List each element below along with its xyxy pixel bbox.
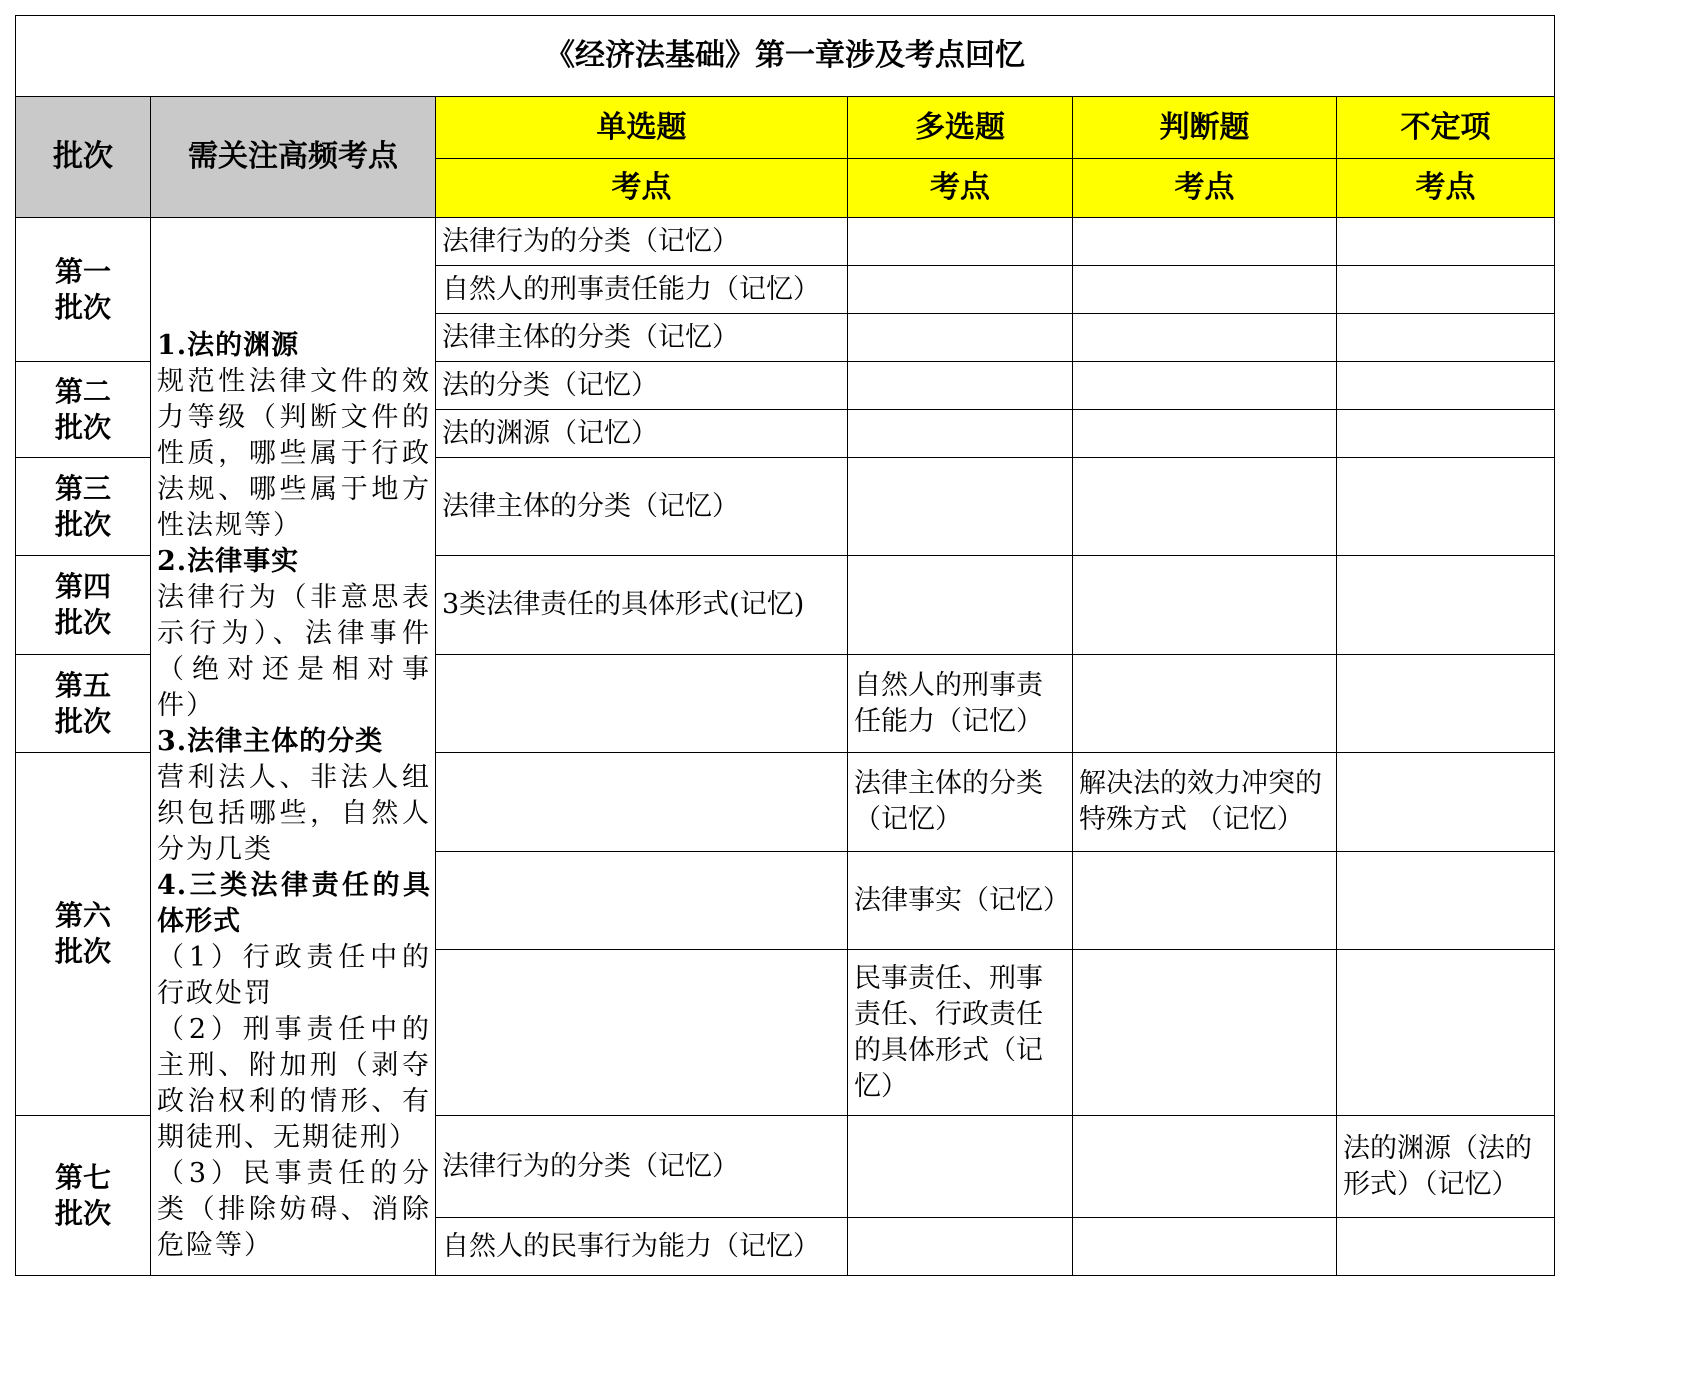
- multiple-choice-cell: 民事责任、刑事责任、行政责任的具体形式（记忆）: [848, 950, 1073, 1116]
- indefinite-cell: [1337, 410, 1555, 458]
- subheader-points: 考点: [1337, 159, 1555, 218]
- indefinite-cell: [1337, 218, 1555, 266]
- multiple-choice-cell: 自然人的刑事责任能力（记忆）: [848, 655, 1073, 753]
- batch-label-3: 第三 批次: [16, 458, 151, 556]
- single-choice-cell: [436, 950, 848, 1116]
- note-heading: 3.法律主体的分类: [157, 726, 384, 757]
- multiple-choice-cell: [848, 362, 1073, 410]
- note-text: （3）民事责任的分类（排除妨碍、消除危险等）: [157, 1158, 431, 1261]
- batch-label-1: 第一 批次: [16, 218, 151, 362]
- multiple-choice-cell: [848, 410, 1073, 458]
- indefinite-cell: [1337, 314, 1555, 362]
- single-choice-cell: 法律行为的分类（记忆）: [436, 1116, 848, 1218]
- true-false-cell: [1073, 852, 1337, 950]
- true-false-cell: 解决法的效力冲突的特殊方式 （记忆）: [1073, 753, 1337, 852]
- indefinite-cell: [1337, 753, 1555, 852]
- indefinite-cell: [1337, 852, 1555, 950]
- true-false-cell: [1073, 1116, 1337, 1218]
- true-false-cell: [1073, 655, 1337, 753]
- header-single-choice: 单选题: [436, 97, 848, 159]
- header-focus: 需关注高频考点: [151, 97, 436, 218]
- multiple-choice-cell: [848, 314, 1073, 362]
- indefinite-cell: [1337, 458, 1555, 556]
- multiple-choice-cell: [848, 556, 1073, 655]
- single-choice-cell: 法律主体的分类（记忆）: [436, 314, 848, 362]
- true-false-cell: [1073, 266, 1337, 314]
- subheader-points: 考点: [848, 159, 1073, 218]
- note-text: 规范性法律文件的效力等级（判断文件的性质，哪些属于行政法规、哪些属于地方性法规等）: [157, 366, 431, 541]
- subheader-points: 考点: [1073, 159, 1337, 218]
- true-false-cell: [1073, 1218, 1337, 1276]
- batch-label-5: 第五 批次: [16, 655, 151, 753]
- batch-label-4: 第四 批次: [16, 556, 151, 655]
- single-choice-cell: [436, 655, 848, 753]
- single-choice-cell: 自然人的民事行为能力（记忆）: [436, 1218, 848, 1276]
- indefinite-cell: [1337, 556, 1555, 655]
- header-true-false: 判断题: [1073, 97, 1337, 159]
- note-heading: 2.法律事实: [157, 546, 300, 577]
- note-heading: 4.三类法律责任的具体形式: [157, 870, 431, 937]
- indefinite-cell: 法的渊源（法的形式）（记忆）: [1337, 1116, 1555, 1218]
- header-multiple-choice: 多选题: [848, 97, 1073, 159]
- multiple-choice-cell: [848, 458, 1073, 556]
- multiple-choice-cell: 法律主体的分类（记忆）: [848, 753, 1073, 852]
- single-choice-cell: [436, 852, 848, 950]
- note-text: 法律行为（非意思表示行为）、法律事件（绝对还是相对事件）: [157, 582, 431, 721]
- indefinite-cell: [1337, 362, 1555, 410]
- true-false-cell: [1073, 950, 1337, 1116]
- indefinite-cell: [1337, 1218, 1555, 1276]
- indefinite-cell: [1337, 655, 1555, 753]
- multiple-choice-cell: [848, 1218, 1073, 1276]
- batch-label-2: 第二 批次: [16, 362, 151, 458]
- subheader-points: 考点: [436, 159, 848, 218]
- batch-label-6: 第六 批次: [16, 753, 151, 1116]
- exam-points-table-wrapper: [15, 15, 1555, 1276]
- single-choice-cell: 法的分类（记忆）: [436, 362, 848, 410]
- note-text: 营利法人、非法人组织包括哪些，自然人分为几类: [157, 762, 431, 865]
- multiple-choice-cell: [848, 266, 1073, 314]
- true-false-cell: [1073, 458, 1337, 556]
- note-text: （1）行政责任中的行政处罚: [157, 942, 431, 1009]
- true-false-cell: [1073, 362, 1337, 410]
- header-indefinite: 不定项: [1337, 97, 1555, 159]
- header-batch: 批次: [16, 97, 151, 218]
- multiple-choice-cell: 法律事实（记忆）: [848, 852, 1073, 950]
- high-frequency-notes: [151, 218, 436, 1276]
- single-choice-cell: [436, 753, 848, 852]
- multiple-choice-cell: [848, 218, 1073, 266]
- single-choice-cell: 法的渊源（记忆）: [436, 410, 848, 458]
- single-choice-cell: 法律行为的分类（记忆）: [436, 218, 848, 266]
- note-text: （2）刑事责任中的主刑、附加刑（剥夺政治权利的情形、有期徒刑、无期徒刑）: [157, 1014, 431, 1153]
- single-choice-cell: 法律主体的分类（记忆）: [436, 458, 848, 556]
- indefinite-cell: [1337, 266, 1555, 314]
- true-false-cell: [1073, 314, 1337, 362]
- true-false-cell: [1073, 410, 1337, 458]
- indefinite-cell: [1337, 950, 1555, 1116]
- table-title: 《经济法基础》第一章涉及考点回忆: [16, 16, 1555, 97]
- true-false-cell: [1073, 218, 1337, 266]
- true-false-cell: [1073, 556, 1337, 655]
- single-choice-cell: 自然人的刑事责任能力（记忆）: [436, 266, 848, 314]
- note-heading: 1.法的渊源: [157, 330, 300, 361]
- single-choice-cell: 3类法律责任的具体形式(记忆): [436, 556, 848, 655]
- exam-points-table: [15, 15, 1555, 1276]
- batch-label-7: 第七 批次: [16, 1116, 151, 1276]
- multiple-choice-cell: [848, 1116, 1073, 1218]
